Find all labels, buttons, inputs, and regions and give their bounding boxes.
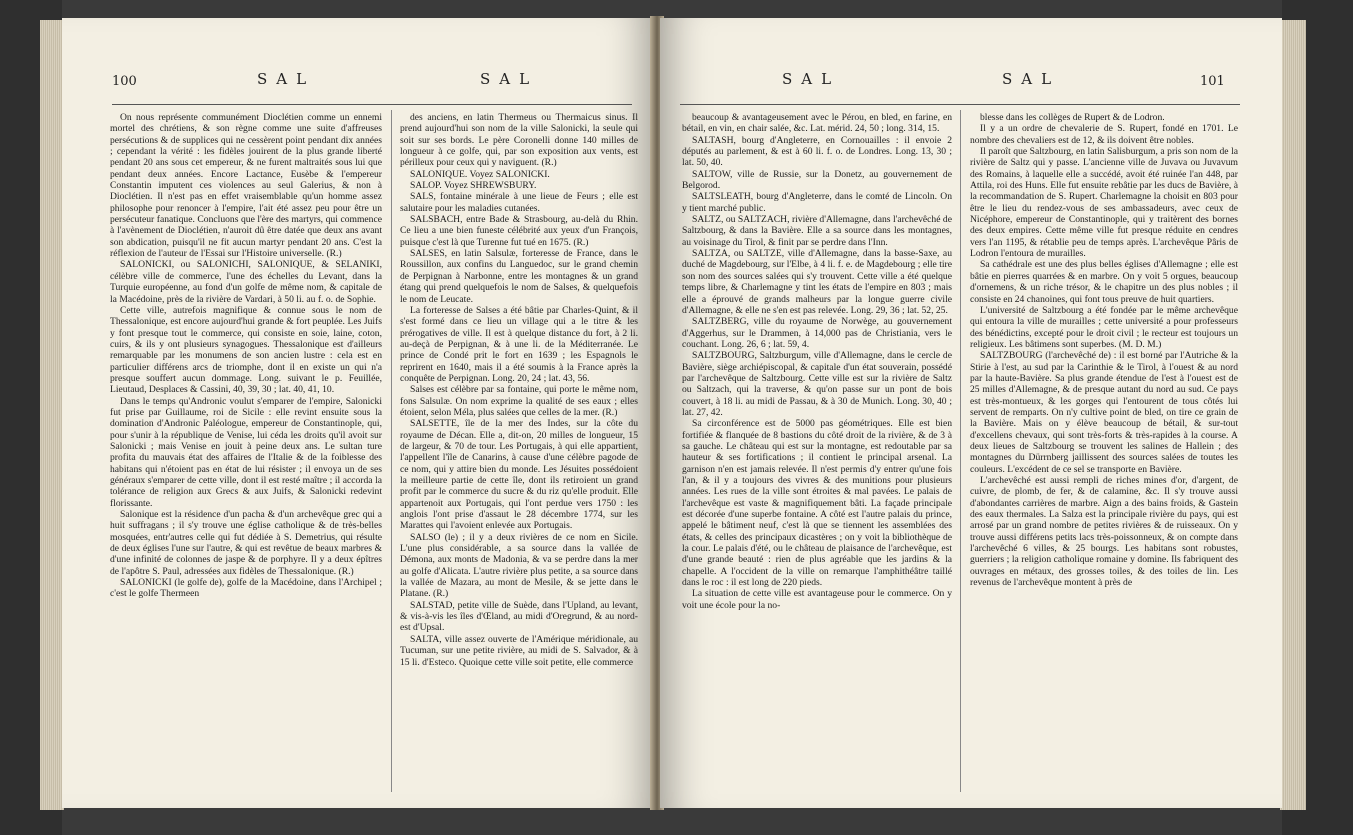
running-header-left: SAL [782, 70, 841, 88]
paragraph: La forteresse de Salses a été bâtie par Charles-Quint, & il s'est formé dans ce lieu un village qui a le titre & les prérogatives de ville. Il est à quelque distance du fort, à 2 li. au-deçà de Perpignan, & à une li. de la Méditerranée. Le prince de Condé prit le fort en 1639 ; les Espagnols le reprirent en 1640, mais il a été soumis à la France après la conquête de Perpignan. Long. 20, 24 ; lat. 43, 56. [400, 304, 638, 384]
page-stack-left [40, 20, 64, 810]
paragraph: SALTASH, bourg d'Angleterre, en Cornouailles : il envoie 2 députés au parlement, & est à 60 li. f. o. de Londres. Long. 13, 30 ; lat. 50, 40. [682, 134, 952, 169]
paragraph: SALOP. Voyez SHREWSBURY. [410, 180, 537, 192]
paragraph: SALTA, ville assez ouverte de l'Amérique méridionale, au Tucuman, sur une petite rivière, au midi de S. Salvador, & à 15 li. d'Esteco. Quoique cette ville soit petite, elle commerce [400, 633, 638, 668]
paragraph: Cette ville, autrefois magnifique & connue sous le nom de Thessalonique, est encore aujourd'hui grande & fort peuplée. Les Juifs y font presque tout le commerce, qui consiste en soie, laine, coton, cuirs, & ils y ont plusieurs synagogues. Thessalonique est d'ailleurs remarquable par les monumens de son ancien lustre : cela est en particulier différens arcs de triomphe, dont il en existe un qui n'a presque souffert aucun dommage. Long. suivant le p. Feuillée, Lieutaud, Desplaces & Cassini, 40, 39, 30 ; lat. 40, 41, 10. [110, 304, 382, 396]
paragraph: SALTOW, ville de Russie, sur la Donetz, au gouvernement de Belgorod. [682, 168, 952, 192]
paragraph: Salonique est la résidence d'un pacha & d'un archevêque grec qui a huit suffragans ; il s'y trouve une église catholique & de très-belles mosquées, entr'autres celle qui fut dédiée à S. Demetrius, qui résulte de deux églises l'une sur l'autre, & qui est revêtue de beaux marbres & d'une infinité de colonnes de jaspe & de porphyre. Il y a deux épîtres de l'apôtre S. Paul, adressées aux fidèles de Thessalonique. (R.) [110, 509, 382, 577]
paragraph: Il paroît que Saltzbourg, en latin Salisburgum, a pris son nom de la rivière de Saltz qui y passe. L'ancienne ville de Juvava ou Juvavum des Romains, à laquelle elle a succédé, avoit été ruinée l'an 448, par Attila, roi des Huns. Elle fut ensuite rebâtie par les ducs de Bavière, à la recommandation de S. Rupert. Charlemagne la choisit en 803 pour être le lieu du rendez-vous de ses ambassadeurs, avec ceux de Nicéphore, empereur de Constantinople, qui y traitèrent des bornes des deux empires. Cette même ville fut presque réduite en cendres vers l'an 1195, & rétablie peu de temps après. L'archevêque Pâris de Lodron l'entoura de murailles. [970, 146, 1238, 260]
column-1 [682, 112, 952, 792]
paragraph: SALTZBERG, ville du royaume de Norwège, au gouvernement d'Aggerhus, sur le Drammen, à 14,000 pas de Christiania, vers le couchant. Long. 26, 6 ; lat. 59, 4. [682, 316, 952, 350]
paragraph: On nous représente communément Dioclétien comme un ennemi mortel des chrétiens, & son règne comme une suite d'affreuses persécutions & de supplices qui ne cessèrent point pendant dix années ; cependant la vérité : les fidèles jouirent de la plus grande liberté pendant 20 ans sous cet empereur, & ne furent maltraités sous lui que pendant deux années. Encore Lactance, Eusèbe & l'empereur Constantin imputent ces violences au seul Galerius, & non à Dioclétien. Il n'est pas en effet vraisemblable qu'un homme assez philosophe pour renoncer à l'empire, l'ait été assez peu pour être un persécuteur fanatique. Concluons que l'ère des martyrs, qui commence à l'avènement de Dioclétien, n'auroit dû être datée que deux ans avant son abdication, puisqu'il ne fit aucun martyr pendant 20 ans. C'est la réflexion de l'auteur de l'Essai sur l'Histoire universelle. (R.) [110, 112, 382, 260]
page-number: 101 [1200, 74, 1225, 89]
paragraph: L'archevêché est aussi rempli de riches mines d'or, d'argent, de cuivre, de plomb, de fer, & de calamine, &c. Il s'y trouve aussi d'abondantes carrières de marbre. Aign a des bains froids, & Gastein des eaux thermales. La Salza est la principale rivière du pays, qui est arrosé par un grand nombre de petites rivières & de ruisseaux. On y trouve aussi différens petits lacs très-poissonneux, & on compte dans l'archevêché 6 villes, & 25 bourgs. Les habitans sont robustes, guerriers ; la religion catholique romaine y domine. Ils fabriquent des ouvrages en métaux, des grosses toiles, & des toiles de lin. Les revenus de l'archevêque montent à près de [970, 475, 1238, 589]
paragraph: Salses est célèbre par sa fontaine, qui porte le même nom, fons Salsulæ. On nom exprime la qualité de ses eaux ; elles étoient, selon Méla, plus salées que celles de la mer. (R.) [400, 384, 638, 418]
paragraph: SALSETTE, île de la mer des Indes, sur la côte du royaume de Décan. Elle a, dit-on, 20 milles de longueur, 15 de largeur, & 70 de tour. Les Portugais, à qui elle appartient, l'appellent l'île de Canarins, à cause d'une célèbre pagode de ce nom, qui y attire bien du monde. Les Jésuites possédoient la meilleure partie de cette île, dont ils retiroient un grand profit par le commerce du sucre & du riz qu'elle produit. Elle appartenoit aux Portugais, qui l'ont perdue vers 1750 : les anglois l'ont prise d'assaut le 28 décembre 1774, sur les Marattes qui l'avoient enlevée aux Portugais. [400, 418, 638, 532]
paragraph: Sa cathédrale est une des plus belles églises d'Allemagne ; elle est bâtie en pierres quarrées & en marbre. On y voit 5 orgues, beaucoup d'ornemens, & un riche trésor, & le chapitre un des plus nobles ; il consiste en 24 chanoines, qui font tous preuve de huit quartiers. [970, 259, 1238, 305]
paragraph: SALSO (le) ; il y a deux rivières de ce nom en Sicile. L'une plus considérable, a sa source dans la vallée de Démona, aux monts de Madonia, & va se perdre dans la mer au golfe d'Alicata. L'autre rivière plus petite, a sa source dans la vallée de Mazara, au mont de Mesile, & se jette dans le Platane. (R.) [400, 531, 638, 600]
column-2 [970, 112, 1238, 792]
paragraph: L'université de Saltzbourg a été fondée par le même archevêque qui entoura la ville de murailles ; cette université a pour professeurs des bénédictins, excepté pour le droit civil ; le recteur est toujours un religieux. Les bâtimens sont superbes. (M. D. M.) [970, 304, 1238, 350]
column-rule [960, 110, 961, 792]
header-rule [112, 104, 632, 105]
paragraph: SALSBACH, entre Bade & Strasbourg, au-delà du Rhin. Ce lieu a une bien funeste célébrité aux yeux d'un François, puisque c'est là que Turenne fut tué en 1675. (R.) [400, 214, 638, 248]
column-1 [110, 112, 382, 792]
running-header-right: SAL [1002, 70, 1061, 88]
paragraph: SALTZA, ou SALTZE, ville d'Allemagne, dans la basse-Saxe, au duché de Magdebourg, sur l'Elbe, à 4 li. f. e. de Magdebourg ; elle tire son nom des sources salées qui s'y trouvent. Cette ville a été quelque temps libre, & Charlemagne y tint les états de l'empire en 803 ; mais elle a éprouvé de grands malheurs par la longue guerre civile d'Allemagne, & elle ne s'en est pas relevée. Long. 29, 36 ; lat. 52, 25. [682, 248, 952, 316]
paragraph: SALTZ, ou SALTZACH, rivière d'Allemagne, dans l'archevêché de Saltzbourg, & dans la Bavière. Elle a sa source dans les montagnes, au voisinage du Tirol, & finit par se perdre dans l'Inn. [682, 214, 952, 248]
header-rule [680, 104, 1240, 105]
paragraph: beaucoup & avantageusement avec le Pérou, en bled, en farine, en bétail, en vin, en chair salée, &c. Lat. mérid. 24, 50 ; long. 314, 15. [682, 112, 952, 135]
paragraph: SALSES, en latin Salsulæ, forteresse de France, dans le Roussillon, aux confins du Languedoc, sur le grand chemin de Perpignan à Narbonne, entre les montagnes & un grand étang qui prend quelquefois le nom de Salses, & quelquefois le nom de Leucate. [400, 248, 638, 305]
running-header-right: SAL [480, 70, 539, 88]
paragraph: des anciens, en latin Thermeus ou Thermaicus sinus. Il prend aujourd'hui son nom de la ville Salonicki, la seule qui soit sur ses bords. Le père Coronelli donne 140 milles de longueur à ce golfe, qui, par son exposition aux vents, est périlleux pour ceux qui y naviguent. (R.) [400, 112, 638, 169]
page-stack-right [1280, 20, 1306, 810]
paragraph: SALONICKI (le golfe de), golfe de la Macédoine, dans l'Archipel ; c'est le golfe Thermeen [110, 577, 382, 600]
paragraph: blesse dans les collèges de Rupert & de Lodron. [980, 112, 1165, 123]
paragraph: Sa circonférence est de 5000 pas géométriques. Elle est bien fortifiée & flanquée de 8 bastions du côté droit de la rivière, & de 3 à sa gauche. Le château qui est sur la montagne, est redoutable par sa hauteur & ses fortifications ; il contient le principal arsenal. La garnison n'en est jamais relevée. Il n'est permis d'y entrer qu'une fois l'an, & il y a toujours des vivres & des munitions pour plusieurs années. Les rues de la ville sont étroites & mal pavées. Le palais de l'archevêque est vaste & magnifiquement bâti. La façade principale est décorée d'une superbe fontaine. A côté est l'autre palais du prince, appelé le bâtiment neuf, c'est là que se tiennent les assemblées des états, & celles des principaux dicastères ; on y voit la bibliothèque de la cour. Le palais d'été, ou le château de plaisance de l'archevêque, est d'une grande beauté : rien de plus agréable que les jardins & la chapelle. A l'occident de la ville on remarque l'amphithéâtre taillé dans le roc : il est long de 220 pieds. [682, 418, 952, 589]
paragraph: SALTZBOURG, Saltzburgum, ville d'Allemagne, dans le cercle de Bavière, siège archiépiscopal, & capitale d'un état souverain, possédé par l'archevêque de Saltzbourg. Cette ville est sur la rivière de Saltz ou Saltzach, qui la traverse, & qu'on passe sur un pont de bois couvert, à 18 li. au midi de Passau, & à 30 de Munich. Long. 30, 40 ; lat. 27, 42. [682, 350, 952, 418]
paragraph: SALTZBOURG (l'archevêché de) : il est borné par l'Autriche & la Stirie à l'est, au sud par la Carinthie & le Tirol, à l'ouest & au nord par la haute-Bavière. Sa plus grande étendue de l'est à l'ouest est de 25 milles d'Allemagne, & de presque autant du nord au sud. Ce pays est très-montueux, & les gorges qui l'entourent de tous côtés lui servent de remparts. On n'y cultive point de bled, on tire ce grain de la Bavière. Mais on y élève beaucoup de bétail, & sur-tout d'excellens chevaux, qui sont très-forts & très-rapides à la course. A deux lieues de Saltzbourg se trouvent les salines de Hallein ; des montagnes du Dürrnberg jaillissent des sources salées de toutes les couleurs. L'excédent de ce sel se transporte en Bavière. [970, 350, 1238, 475]
paragraph: Dans le temps qu'Andronic voulut s'emparer de l'empire, Salonicki fut prise par Guillaume, roi de Sicile : elle revint ensuite sous la domination d'Andronic Paléologue, empereur de Constantinople, qui, pour s'unir à la république de Venise, lui céda les droits qu'il avoit sur Salonicki ; mais Venise en jouit à peine deux ans. Le sultan ture profita du mauvais état des affaires de l'Italie & de la foiblesse des habitans qui n'étoient pas en état de lui résister ; il envoya un de ses généraux s'emparer de cette ville, dont il est resté maître ; il accorda la tolérance de religion aux Grecs & aux Juifs, & Salonicki redevint florissante. [110, 395, 382, 509]
left-page [62, 18, 654, 808]
paragraph: SALSTAD, petite ville de Suède, dans l'Upland, au levant, & vis-à-vis les îles d'Œland, au midi d'Oregrund, & au nord-est d'Upsal. [400, 599, 638, 634]
paragraph: SALONIQUE. Voyez SALONICKI. [410, 168, 550, 180]
paragraph: La situation de cette ville est avantageuse pour le commerce. On y voit une école pour la no- [682, 588, 952, 611]
paragraph: SALONICKI, ou SALONICHI, SALONIQUE, & SELANIKI, célèbre ville de commerce, l'une des échelles du Levant, dans la Turquie européenne, au fond d'un golfe de même nom, & capitale de la Macédoine, près de la rivière de Vardari, à 50 li. au f. o. de Sophie. [110, 259, 382, 305]
right-page [660, 18, 1282, 808]
running-header-left: SAL [257, 70, 316, 88]
column-2 [400, 112, 638, 792]
paragraph: SALS, fontaine minérale à une lieue de Feurs ; elle est salutaire pour les maladies cutanées. [400, 191, 638, 214]
page-number: 100 [112, 74, 137, 89]
column-rule [391, 110, 392, 792]
paragraph: Il y a un ordre de chevalerie de S. Rupert, fondé en 1701. Le nombre des chevaliers est de 12, & ils doivent être nobles. [970, 123, 1238, 146]
paragraph: SALTSLEATH, bourg d'Angleterre, dans le comté de Lincoln. On y tient marché public. [682, 191, 952, 214]
